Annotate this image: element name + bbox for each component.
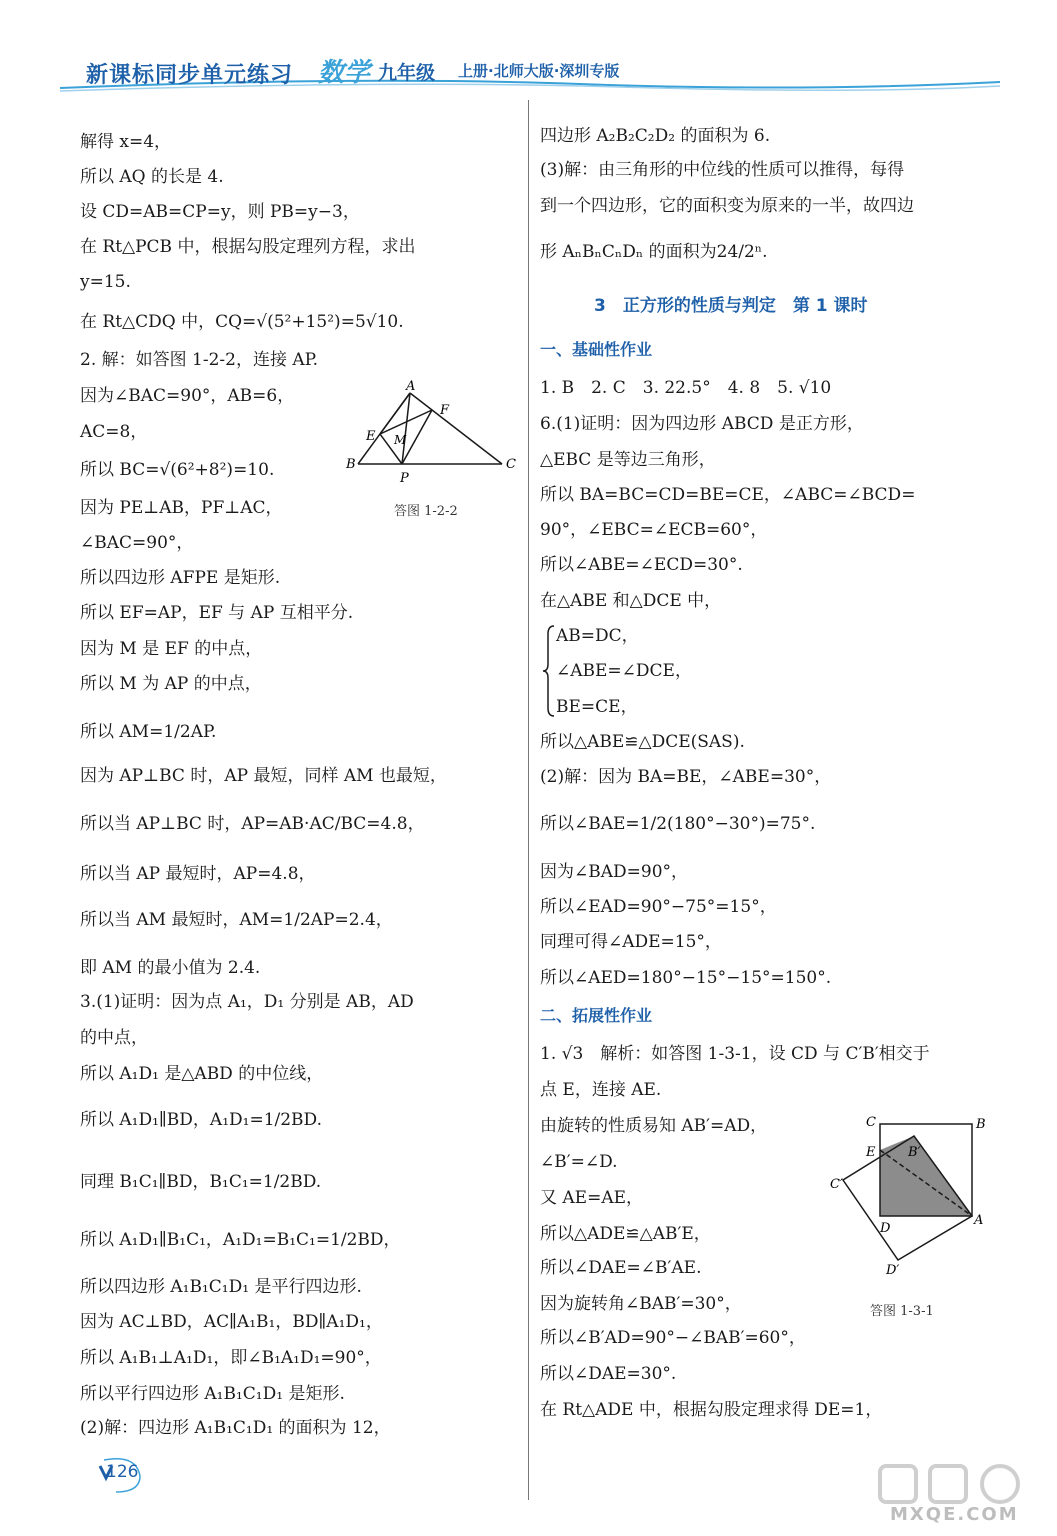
text-line: 因为 AP⊥BC 时，AP 最短，同样 AM 也最短， (80, 766, 447, 786)
text-line: 所以 A₁D₁ 是△ABD 的中位线， (80, 1064, 324, 1084)
text-line: ∠BAC=90°， (80, 533, 194, 553)
text-line: 所以 A₁D₁∥BD，A₁D₁=1/2BD. (80, 1110, 322, 1130)
text-line: △EBC 是等边三角形， (540, 450, 716, 470)
text-line: 因为∠BAD=90°， (540, 862, 689, 882)
text-line: 形 AₙBₙCₙDₙ 的面积为24/2ⁿ. (540, 242, 768, 262)
page-number: 126 (106, 1462, 139, 1482)
label-B: B (976, 1117, 986, 1132)
text-line: 所以 AQ 的长是 4. (80, 167, 224, 187)
label-D: D (880, 1221, 891, 1236)
text-line: 因为 M 是 EF 的中点， (80, 639, 263, 659)
text-line: 3.(1)证明：因为点 A₁，D₁ 分别是 AB，AD (80, 992, 414, 1012)
text-line: 所以△ADE≌△AB′E， (540, 1224, 711, 1244)
text-line: 点 E，连接 AE. (540, 1080, 662, 1100)
text-line: 即 AM 的最小值为 2.4. (80, 958, 261, 978)
text-line: 在 Rt△PCB 中，根据勾股定理列方程，求出 (80, 237, 416, 257)
text-line: 所以当 AP 最短时，AP=4.8， (80, 864, 316, 884)
text-line: 因为∠BAC=90°，AB=6， (80, 386, 295, 406)
text-line: 所以△ABE≌△DCE(SAS). (540, 732, 745, 752)
edition-label: 上册·北师大版·深圳专版 (458, 62, 620, 80)
section-title: 3 正方形的性质与判定 第 1 课时 (594, 296, 868, 316)
label-C: C (866, 1115, 876, 1130)
watermark-text: MXQE.COM (890, 1504, 1019, 1525)
text-line: 所以 BC=√(6²+8²)=10. (80, 460, 275, 480)
text-line: (3)解：由三角形的中位线的性质可以推得，每得 (540, 160, 905, 180)
text-line: 1. √3 解析：如答图 1-3-1，设 CD 与 C′B′相交于 (540, 1044, 930, 1064)
label-C: C (506, 457, 516, 472)
figure-caption-1-2-2: 答图 1-2-2 (394, 504, 458, 519)
subject-title: 数学 (318, 58, 371, 88)
text-line: 的中点， (80, 1028, 148, 1048)
text-line: 2. 解：如答图 1-2-2，连接 AP. (80, 350, 319, 370)
text-line: 所以∠DAE=30°. (540, 1364, 677, 1384)
figure-caption-1-3-1: 答图 1-3-1 (870, 1304, 934, 1319)
text-line: 因为旋转角∠BAB′=30°， (540, 1294, 742, 1314)
page-number-badge (96, 1456, 144, 1496)
text-line: 设 CD=AB=CP=y，则 PB=y−3， (80, 202, 360, 222)
watermark-logo-icon (870, 1462, 1040, 1506)
text-line: 因为 PE⊥AB，PF⊥AC， (80, 498, 283, 518)
label-B: B (346, 457, 356, 472)
label-B-prime: B′ (908, 1145, 921, 1160)
column-divider (528, 100, 529, 1500)
label-F: F (440, 403, 450, 418)
text-line: 所以 A₁D₁∥B₁C₁，A₁D₁=B₁C₁=1/2BD， (80, 1230, 401, 1250)
text-line: 解得 x=4， (80, 132, 172, 152)
text-line: 90°，∠EBC=∠ECB=60°， (540, 520, 768, 540)
extended-homework-heading: 二、拓展性作业 (540, 1006, 653, 1025)
text-line: AC=8， (80, 422, 148, 442)
label-P: P (400, 471, 409, 486)
label-A: A (406, 379, 416, 394)
text-line: 在 Rt△CDQ 中，CQ=√(5²+15²)=5√10. (80, 312, 404, 332)
text-line: 所以四边形 A₁B₁C₁D₁ 是平行四边形. (80, 1277, 362, 1297)
text-line: 所以 A₁B₁⊥A₁D₁，即∠B₁A₁D₁=90°， (80, 1348, 382, 1368)
text-line: 四边形 A₂B₂C₂D₂ 的面积为 6. (540, 126, 771, 146)
text-line: 所以 EF=AP，EF 与 AP 互相平分. (80, 603, 354, 623)
label-M: M (394, 433, 407, 447)
text-line: 所以∠BAE=1/2(180°−30°)=75°. (540, 814, 816, 834)
text-line: 所以当 AM 最短时，AM=1/2AP=2.4， (80, 910, 393, 930)
text-line: ∠B′=∠D. (540, 1152, 618, 1172)
text-line: (2)解：四边形 A₁B₁C₁D₁ 的面积为 12， (80, 1418, 391, 1438)
label-D-prime: D′ (886, 1263, 900, 1278)
text-line: 由旋转的性质易知 AB′=AD， (540, 1116, 768, 1136)
grade-label: 九年级 (378, 62, 436, 84)
book-title: 新课标同步单元练习 (86, 63, 294, 88)
text-line: 所以∠EAD=90°−75°=15°， (540, 897, 777, 917)
figure-square-1-3-1 (828, 1108, 988, 1280)
text-line: 所以 BA=BC=CD=BE=CE，∠ABC=∠BCD= (540, 485, 916, 505)
text-line: y=15. (80, 272, 131, 292)
label-E: E (366, 429, 376, 444)
text-line: 所以∠AED=180°−15°−15°=150°. (540, 968, 832, 988)
text-line: 所以四边形 AFPE 是矩形. (80, 568, 281, 588)
label-E: E (866, 1145, 876, 1160)
text-line: 到一个四边形，它的面积变为原来的一半，故四边 (540, 196, 914, 216)
text-line: 所以 AM=1/2AP. (80, 722, 217, 742)
text-line: 同理可得∠ADE=15°， (540, 932, 722, 952)
brace-symbol (542, 624, 556, 718)
text-line: 1. B 2. C 3. 22.5° 4. 8 5. √10 (540, 378, 832, 398)
figure-triangle-1-2-2 (340, 378, 525, 490)
text-line: 在△ABE 和△DCE 中， (540, 591, 722, 611)
label-C-prime: C′ (830, 1177, 843, 1192)
text-line: 所以 M 为 AP 的中点， (80, 674, 262, 694)
page-header (60, 46, 1000, 94)
basic-homework-heading: 一、基础性作业 (540, 340, 653, 359)
system-line: BE=CE， (556, 697, 638, 717)
text-line: 因为 AC⊥BD，AC∥A₁B₁，BD∥A₁D₁， (80, 1312, 383, 1332)
text-line: 在 Rt△ADE 中，根据勾股定理求得 DE=1， (540, 1400, 883, 1420)
text-line: 所以∠B′AD=90°−∠BAB′=60°， (540, 1328, 806, 1348)
text-line: (2)解：因为 BA=BE，∠ABE=30°， (540, 767, 832, 787)
text-line: 所以平行四边形 A₁B₁C₁D₁ 是矩形. (80, 1384, 345, 1404)
text-line: 所以∠DAE=∠B′AE. (540, 1258, 702, 1278)
text-line: 所以∠ABE=∠ECD=30°. (540, 555, 743, 575)
text-line: 所以当 AP⊥BC 时，AP=AB·AC/BC=4.8， (80, 814, 425, 834)
watermark (870, 1462, 1040, 1526)
label-A: A (974, 1213, 984, 1228)
text-line: 6.(1)证明：因为四边形 ABCD 是正方形， (540, 414, 864, 434)
text-line: 又 AE=AE， (540, 1188, 644, 1208)
system-line: ∠ABE=∠DCE， (556, 661, 692, 681)
text-line: 同理 B₁C₁∥BD，B₁C₁=1/2BD. (80, 1172, 322, 1192)
system-line: AB=DC， (556, 626, 639, 646)
